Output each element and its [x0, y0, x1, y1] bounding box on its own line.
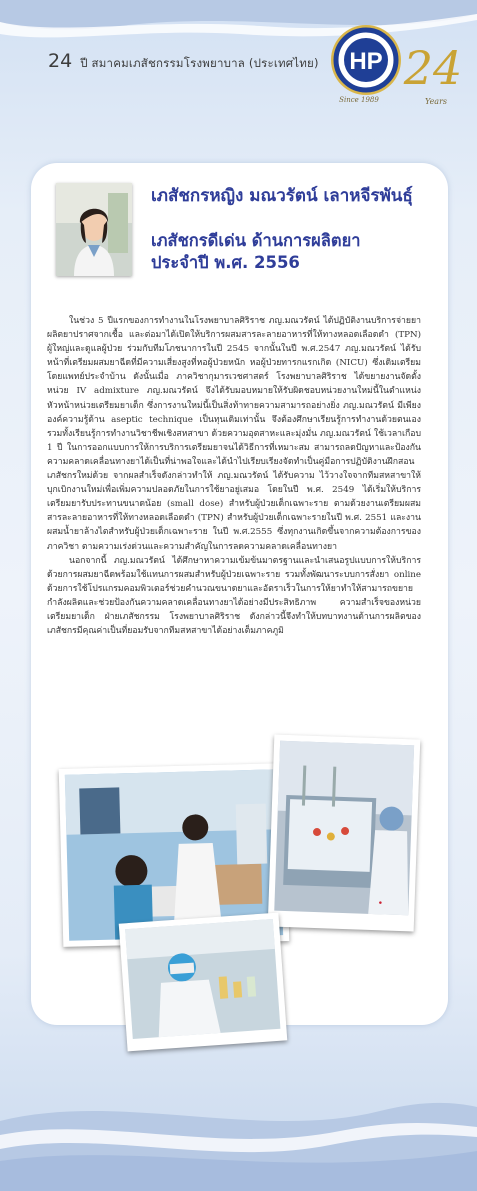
portrait-photo — [56, 183, 132, 276]
svg-text:●: ● — [378, 900, 383, 907]
association-logo — [328, 22, 468, 122]
article-body — [47, 314, 421, 638]
bottom-wave-decoration — [0, 1071, 477, 1191]
header-title: ปี สมาคมเภสัชกรรมโรงพยาบาล (ประเทศไทย) — [80, 56, 319, 70]
award-year: ประจำปี พ.ศ. 2556 — [151, 253, 300, 272]
pharmacist-name: เภสัชกรหญิง มณวรัตน์ เลาหจีรพันธุ์ — [151, 186, 413, 206]
logo-initials: HP — [349, 48, 383, 75]
article-paragraph-2: นอกจากนี้ ภญ.มณวรัตน์ ได้ศึกษาหาความเข้มข้นมาตรฐานและนำเสนอรูปแบบการให้บริการด้วยการผสมยาฉีดพร้อมใช้แทนการผสมสำหรับผู้ป่วยเฉพาะราย รวมทั้งพัฒนาระบบการสั่งยา online ด้วยการใช้โปรแกรมคอมพิวเตอร์ช่วยคำนวณขนาดยาและอัตราเร็วในการให้ยาทำให้สามารถขยายกำลังผลิตและช่วยป้องกันความคลาดเคลื่อนทางยาได้อย่างมีประสิทธิภาพ ความสำเร็จของหน่วยเตรียมยาเด็ก ฝ่ายเภสัชกรรม โรงพยาบาลศิริราช ดังกล่าวนี้จึงทำให้บทบาทงานด้านการผลิตของเภสัชกรมีคุณค่าเป็นที่ยอมรับจากทีมสหสาขาได้อย่างเต็มภาคภูมิ — [47, 555, 421, 637]
page-number: 24 — [48, 50, 73, 72]
photo-sterile-compounding — [268, 735, 421, 932]
article-paragraph-1: ในช่วง 5 ปีแรกของการทำงานในโรงพยาบาลศิริราช ภญ.มณวรัตน์ ได้ปฏิบัติงานบริการจ่ายยา ผลิตยาปราศจากเชื้อ และต่อมาได้เปิดให้บริการผสมสารละลายอาหารที่ให้ทางหลอดเลือดดำ (TPN) ผู้ใหญ่และดูแลผู้ป่วย ร่วมกับทีมโภชนาการในปี 2545 จากนั้นในปี พ.ศ.2547 ภญ.มณวรัตน์ ได้รับหน้าที่เตรียมผสมยาฉีดที่มีความเสี่ยงสูงที่หอผู้ป่วยหนัก หอผู้ป่วยทารกแรกเกิด (NICU) ซึ่งเดิมเตรียมโดยแพทย์ประจำบ้าน ดังนั้นเมื่อ ภาควิชากุมารเวชศาสตร์ โรงพยาบาลศิริราช ได้ขยายงานจัดตั้งหน่วย IV admixture ภญ.มณวรัตน์ จึงได้รับมอบหมายให้รับผิดชอบหน่วยงานใหม่นี้ในตำแหน่งหัวหน้าหน่วยเตรียมยาเด็ก ซึ่งการงานใหม่นี้เป็นสิ่งท้าทายความสามารถอย่างยิ่ง ภญ.มณวรัตน์ มีเพียงองค์ความรู้ด้าน aseptic technique เป็นทุนเดิมเท่านั้น จึงต้องศึกษาเรียนรู้การทำงานด้วยตนเอง รวมทั้งเรียนรู้การทำงานวิชาชีพเชิงสหสาขา ด้วยความอุตสาหะและมุ่งมั่น ภญ.มณวรัตน์ ใช้เวลาเกือบ 1 ปี ในการออกแบบการให้การบริการเตรียมยาจนได้วิธีการที่เหมาะสม สามารถลดปัญหาและป้องกันความคลาดเคลื่อนทางยาได้เป็นที่น่าพอใจและได้นำไปเรียบเรียงจัดทำเป็นคู่มือการปฏิบัติงานฝึกสอนเภสัชกรใหม่ด้วย จากผลสำเร็จดังกล่าวทำให้ ภญ.มณวรัตน์ ได้รับความ ไว้วางใจจากทีมสหสาขาให้บุกเบิกงานใหม่เพื่อเพิ่มความปลอดภัยในการใช้ยาอยู่เสมอ โดยในปี พ.ศ. 2549 ได้เริ่มให้บริการเตรียมยารับประทานขนาดน้อย (small dose) สำหรับผู้ป่วยเด็กเฉพาะราย ตามด้วยงานเตรียมผสมสารละลายอาหารที่ให้ทางหลอดเลือดดำ (TPN) สำหรับผู้ป่วยเด็กเฉพาะรายในปี พ.ศ. 2551 และงานผสมน้ำยาล้างไตสำหรับผู้ป่วยเด็กเฉพาะราย ในปี พ.ศ.2555 ซึ่งทุกงานเกิดขึ้นจากความต้องการของภาควิชา ตามความเร่งด่วนและความสำคัญในการลดความคลาดเคลื่อนทางยา — [47, 316, 421, 552]
award-title: เภสัชกรดีเด่น ด้านการผลิตยา — [151, 231, 361, 250]
logo-anniversary: 24 — [403, 41, 463, 95]
page-header — [48, 50, 319, 70]
logo-years: Years — [424, 97, 448, 106]
photo-biosafety-cabinet — [119, 913, 288, 1052]
logo-since: Since 1989 — [339, 96, 379, 104]
